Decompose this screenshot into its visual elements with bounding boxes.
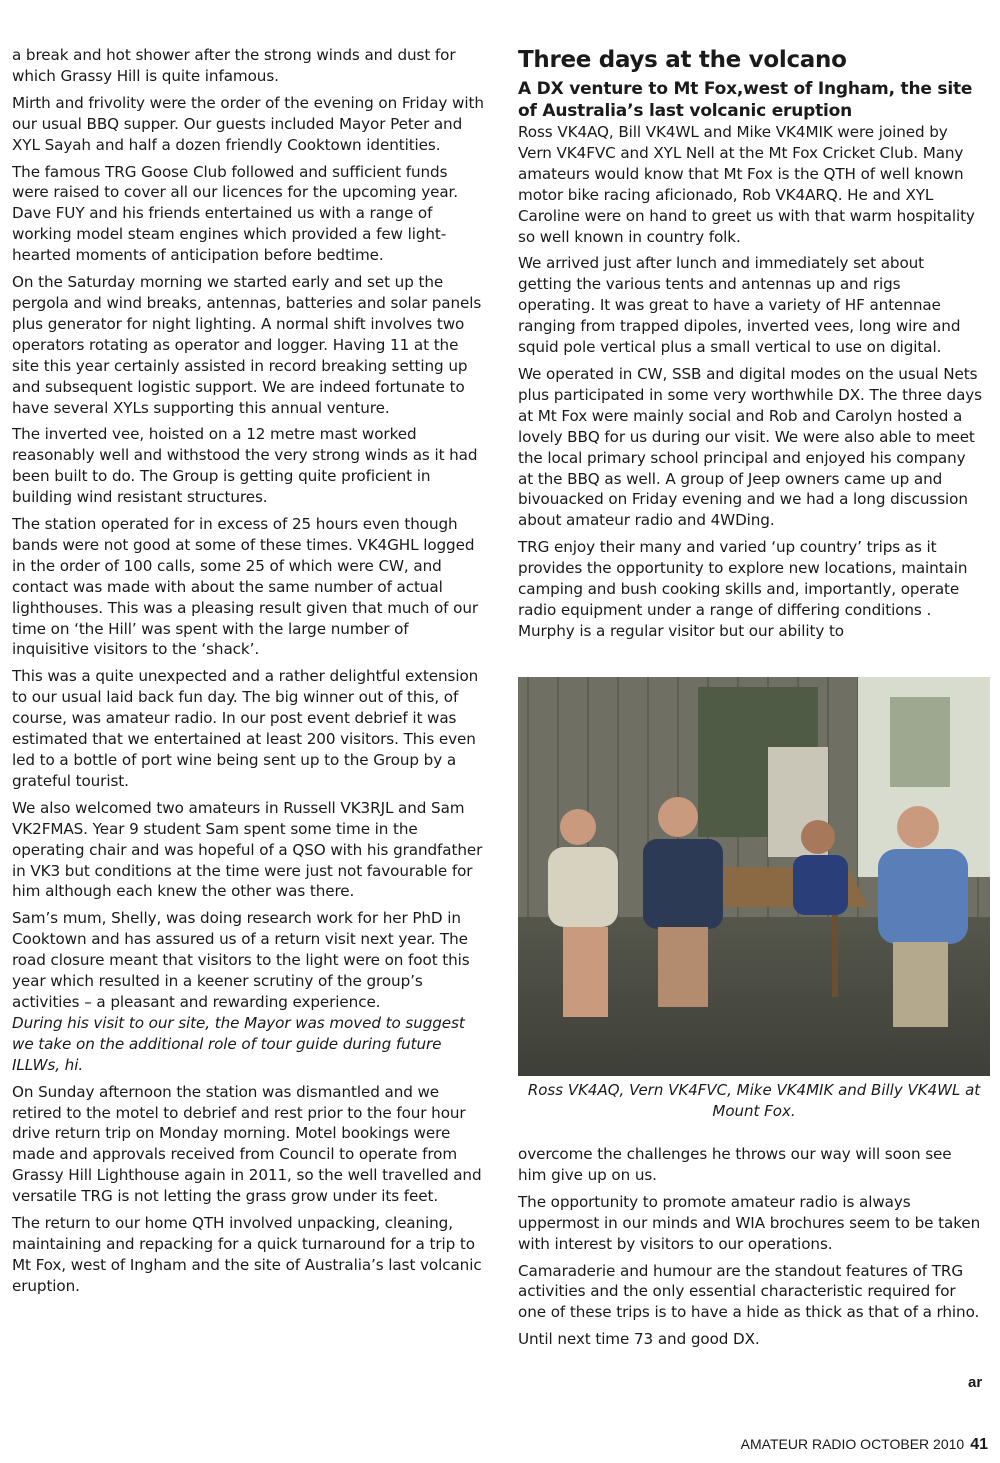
article-title: Three days at the volcano [518, 47, 847, 73]
paragraph: On the Saturday morning we started early and set up the pergola and wind breaks, antennas, batteries and solar panels plus generator for night lighting. A normal shift involves two operators rotating as operator and logger. Having 11 at the site this year certainly assisted in record breaking setting up and subsequent logistic support. We are indeed fortunate to have several XYLs supporting this annual venture. [12, 273, 482, 417]
paragraph-shelly [12, 908, 486, 1013]
paragraph: The station operated for in excess of 25 hours even though bands were not good at some of these times. VK4GHL logged in the order of 100 calls, some 25 of which were CW, and contact was made with about the same number of actual lighthouses. This was a pleasing result given that much of our time on ‘the Hill’ was spent with the large number of inquisitive visitors to the ‘shack’. [12, 515, 478, 659]
photo-caption: Ross VK4AQ, Vern VK4FVC, Mike VK4MIK and Billy VK4WL at Mount Fox. [527, 1081, 981, 1120]
paragraph-text: Sam’s mum, Shelly, was doing research work for her PhD in Cooktown and has assured us of a return visit next year. The road closure meant that visitors to the light were on foot this year which resulted in a keener scrutiny of the group’s activities – a pleasant and rewarding experience. [12, 909, 470, 1011]
paragraph: This was a quite unexpected and a rather delightful extension to our usual laid back fun day. The big winner out of this, of course, was amateur radio. In our post event debrief it was estimated that we entertained at least 200 visitors. This even led to a bottle of port wine being sent up to the Group by a grateful tourist. [12, 667, 479, 790]
paragraph: The famous TRG Goose Club followed and sufficient funds were raised to cover all our licences for the upcoming year. Dave FUY and his friends entertained us with a range of working model steam engines which provided a few light-hearted moments of anticipation before bedtime. [12, 162, 459, 265]
paragraph: On Sunday afternoon the station was dismantled and we retired to the motel to debrief and rest prior to the four hour drive return trip on Monday morning. Motel bookings were made and approvals received from Council to operate from Grassy Hill Lighthouse again in 2011, so the well travelled and versatile TRG is not letting the grass grow under its feet. [12, 1082, 482, 1206]
left-column [12, 0, 486, 1303]
end-of-article-mark: ar [968, 1374, 983, 1391]
paragraph: We also welcomed two amateurs in Russell VK3RJL and Sam VK2FMAS. Year 9 student Sam spent some time in the operating chair and was hopeful of a QSO with his grandfather in VK3 but conditions at the time were just not favourable for him although each knew the other was there. [12, 798, 483, 901]
paragraph: We operated in CW, SSB and digital modes on the usual Nets plus participated in some very worthwhile DX. The three days at Mt Fox were mainly social and Rob and Carolyn hosted a lovely BBQ for us during our visit. We were also able to meet the local primary school principal and enjoyed his company at the BBQ as well. A group of Jeep owners came up and bivouacked on Friday evening and we had a long discussion about amateur radio and 4WDing. [518, 364, 982, 530]
paragraph: a break and hot shower after the strong winds and dust for which Grassy Hill is quite infamous. [12, 46, 456, 85]
paragraph: The return to our home QTH involved unpacking, cleaning, maintaining and repacking for a quick turnaround for a trip to Mt Fox, west of Ingham and the site of Australia’s last volcanic eruption. [12, 1214, 482, 1295]
paragraph: Mirth and frivolity were the order of the evening on Friday with our usual BBQ supper. Our guests included Mayor Peter and XYL Sayah and half a dozen friendly Cooktown identities. [12, 93, 484, 154]
paragraph: TRG enjoy their many and varied ‘up country’ trips as it provides the opportunity to explore new locations, maintain camping and bush cooking skills and, importantly, operate radio equipment under a range of differing conditions . Murphy is a regular visitor but our ability to [518, 538, 968, 640]
group-photo [518, 677, 990, 1076]
paragraph: Ross VK4AQ, Bill VK4WL and Mike VK4MIK were joined by Vern VK4FVC and XYL Nell at the Mt Fox Cricket Club. Many amateurs would know that Mt Fox is the QTH of well known motor bike racing aficionado, Rob VK4ARQ. He and XYL Caroline were on hand to greet us with that warm hospitality so well known in country folk. [518, 123, 975, 246]
page-footer [741, 1436, 988, 1454]
article-subtitle: A DX venture to Mt Fox,west of Ingham, the site of Australia’s last volcanic eruption [518, 79, 973, 121]
article-column-continued [518, 1144, 982, 1356]
paragraph: We arrived just after lunch and immediately set about getting the various tents and antennas up and rigs operating. It was great to have a variety of HF antennae ranging from trapped dipoles, inverted vees, long wire and squid pole vertical plus a small vertical to use on digital. [518, 254, 961, 357]
paragraph: Camaraderie and humour are the standout features of TRG activities and the only essential characteristic required for one of these trips is to have a hide as thick as that of a rhino. [518, 1261, 980, 1322]
publication-name: AMATEUR RADIO OCTOBER 2010 [740, 1436, 965, 1452]
paragraph: Until next time 73 and good DX. [518, 1330, 760, 1349]
paragraph: The inverted vee, hoisted on a 12 metre mast worked reasonably well and withstood the very strong winds as it had been built to do. The Group is getting quite proficient in building wind resistant structures. [12, 425, 478, 507]
page-number: 41 [970, 1436, 988, 1453]
paragraph: overcome the challenges he throws our way will soon see him give up on us. [518, 1145, 952, 1184]
article-column [518, 0, 982, 648]
photo-illustration [518, 677, 990, 1076]
mayor-italic-note: During his visit to our site, the Mayor was moved to suggest we take on the additional role of tour guide during future ILLWs, hi. [12, 1013, 465, 1074]
paragraph: The opportunity to promote amateur radio is always uppermost in our minds and WIA brochures seem to be taken with interest by visitors to our operations. [518, 1192, 981, 1253]
